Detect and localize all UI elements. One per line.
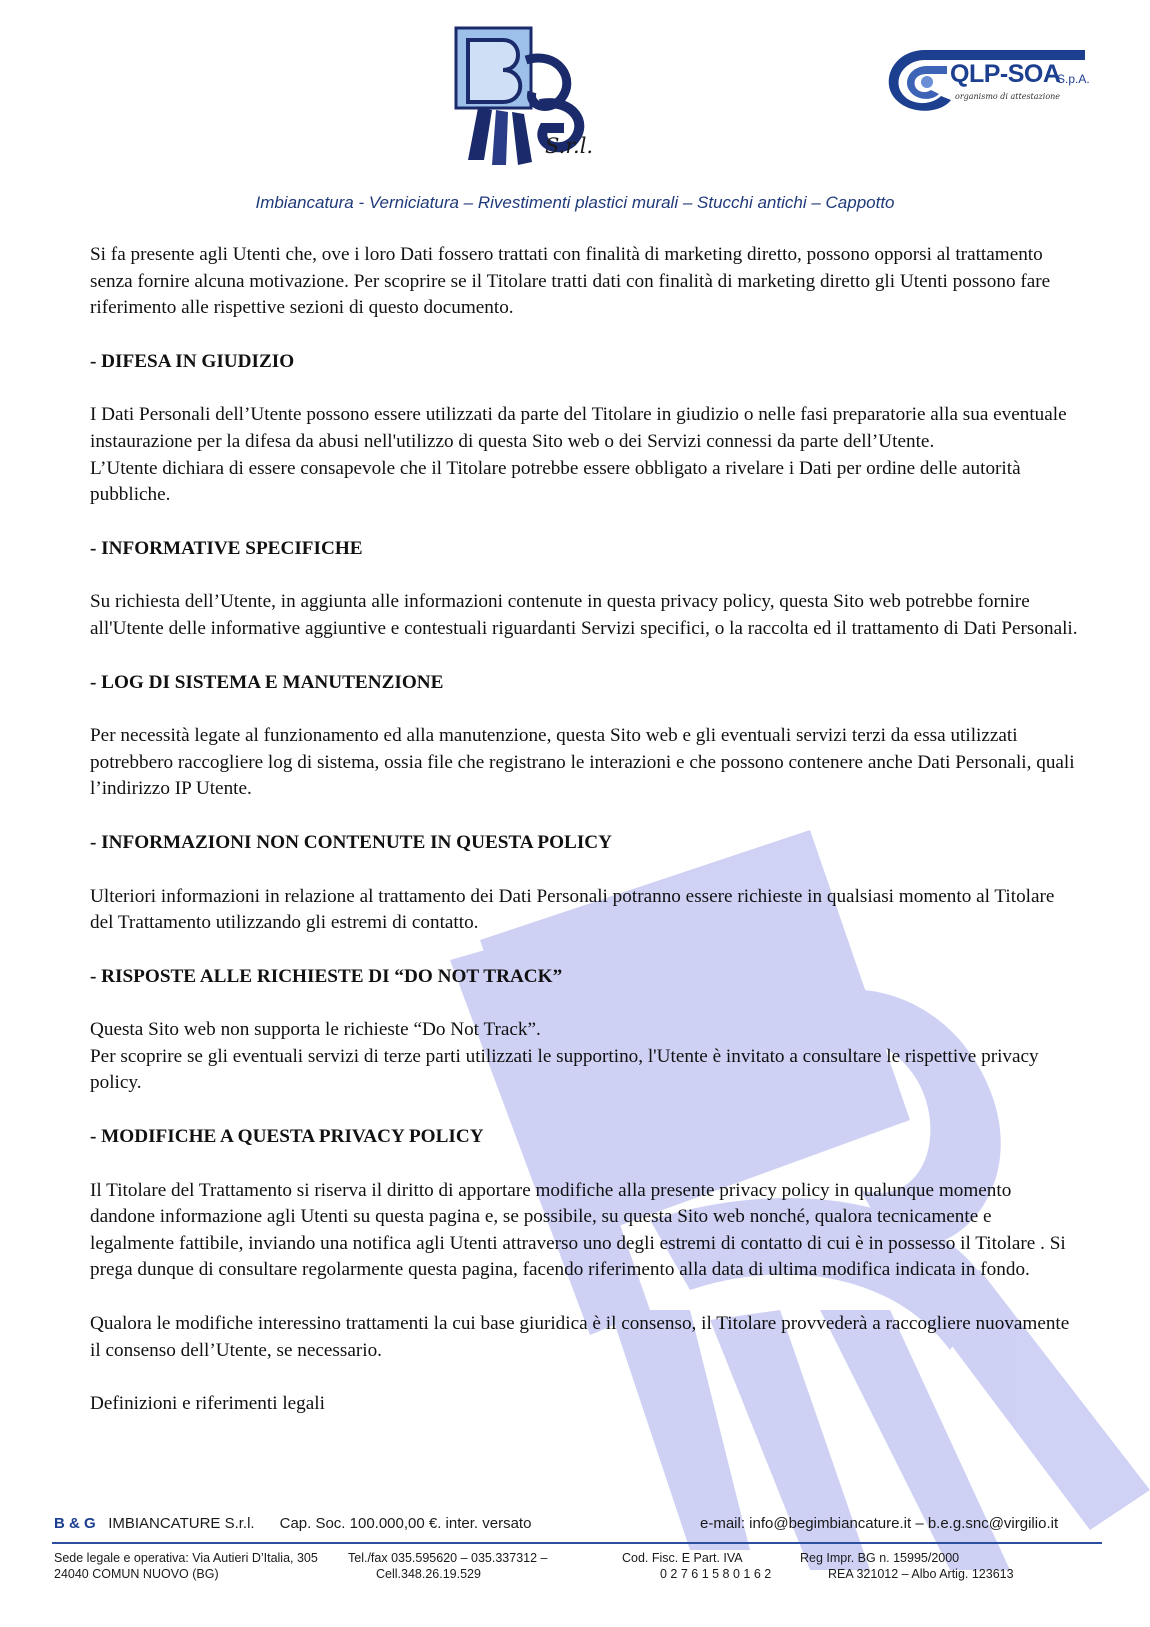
paragraph-line: L’Utente dichiara di essere consapevole che il Titolare potrebbe essere obbligato a rivelare i Dati per ordine delle autorità pubbliche. [90, 457, 1021, 506]
section-title-do-not-track: - RISPOSTE ALLE RICHIESTE DI “DO NOT TRACK” [90, 965, 563, 987]
footer-company-line [54, 1515, 531, 1532]
footer-address-2: 24040 COMUN NUOVO (BG) [54, 1567, 219, 1581]
footer-reg-2: REA 321012 – Albo Artig. 123613 [828, 1567, 1014, 1581]
section-paragraph: Per necessità legate al funzionamento ed alla manutenzione, questa Sito web e gli eventuali servizi terzi da essa utilizzati potrebbero raccogliere log di sistema, ossia file che registrano le interazioni e che possono contenere anche Dati Personali, quali l’indirizzo IP Utente. [90, 725, 1075, 800]
section-title-difesa: - DIFESA IN GIUDIZIO [90, 350, 295, 372]
footer-tax-2: 0 2 7 6 1 5 8 0 1 6 2 [660, 1567, 772, 1581]
section-title-log: - LOG DI SISTEMA E MANUTENZIONE [90, 671, 444, 693]
section-title-informazioni: - INFORMAZIONI NON CONTENUTE IN QUESTA POLICY [90, 831, 613, 853]
footer-address-1: Sede legale e operativa: Via Autieri D’Italia, 305 [54, 1551, 318, 1565]
section-paragraph: Su richiesta dell’Utente, in aggiunta alle informazioni contenute in questa privacy policy, questa Sito web potrebbe fornire all'Utente delle informative aggiuntive e contestuali riguardanti Servizi specifici, o la raccolta ed il trattamento di Dati Personali. [90, 591, 1078, 639]
closing-line: Definizioni e riferimenti legali [90, 1393, 325, 1415]
footer-tax-1: Cod. Fisc. E Part. IVA [622, 1551, 743, 1565]
footer-reg-1: Reg Impr. BG n. 15995/2000 [800, 1551, 960, 1565]
section-paragraph [90, 402, 1080, 508]
logo-suffix: S.r.l. [545, 134, 594, 158]
footer-phone-1: Tel./fax 035.595620 – 035.337312 – [348, 1551, 548, 1565]
section-title-modifiche: - MODIFICHE A QUESTA PRIVACY POLICY [90, 1126, 484, 1148]
section-title-informative: - INFORMATIVE SPECIFICHE [90, 537, 363, 559]
paragraph-line: I Dati Personali dell’Utente possono essere utilizzati da parte del Titolare in giudizio o nelle fasi preparatorie alla sua eventuale instaurazione per la difesa da abusi nell'utilizzo di questa Sito web o dei Servizi connessi da parte dell’Utente. [90, 404, 1067, 452]
paragraph-line: Questa Sito web non supporta le richieste “Do Not Track”. [90, 1019, 541, 1041]
qlp-soa-subtitle: organismo di attestazione [955, 92, 1061, 101]
qlp-soa-name: QLP-SOA [950, 60, 1061, 88]
document-body [90, 242, 1080, 1445]
footer-capital: Cap. Soc. 100.000,00 €. inter. versato [279, 1515, 532, 1532]
footer-phone-2: Cell.348.26.19.529 [376, 1567, 481, 1581]
paragraph-line: Per scoprire se gli eventuali servizi di terze parti utilizzati le supportino, l'Utente è invitato a consultare le rispettive privacy policy. [90, 1045, 1039, 1094]
company-tagline: Imbiancatura - Verniciatura – Rivestimenti plastici murali – Stucchi antichi – Cappotto [255, 193, 895, 212]
intro-paragraph: Si fa presente agli Utenti che, ove i loro Dati fossero trattati con finalità di marketing diretto, possono opporsi al trattamento senza fornire alcuna motivazione. Per scoprire se il Titolare tratti dati con finalità di marketing diretto gli Utenti possono fare riferimento alle rispettive sezioni di questo documento. [90, 244, 1051, 319]
page-header [0, 0, 1150, 220]
qlp-soa-suffix: S.p.A. [1057, 72, 1090, 86]
footer-company-short: B & G [54, 1515, 96, 1532]
section-paragraph [90, 1017, 1080, 1097]
footer-email: e-mail: info@begimbiancature.it – b.e.g.snc@virgilio.it [700, 1515, 1059, 1532]
footer-divider [52, 1542, 1102, 1544]
section-paragraph: Ulteriori informazioni in relazione al trattamento dei Dati Personali potranno essere richieste in qualsiasi momento al Titolare del Trattamento utilizzando gli estremi di contatto. [90, 885, 1055, 934]
footer-company-name: IMBIANCATURE S.r.l. [108, 1515, 255, 1532]
section-paragraph: Qualora le modifiche interessino trattamenti la cui base giuridica è il consenso, il Titolare provvederà a raccogliere nuovamente il consenso dell’Utente, se necessario. [90, 1313, 1070, 1361]
section-paragraph: Il Titolare del Trattamento si riserva il diritto di apportare modifiche alla presente privacy policy in qualunque momento dandone informazione agli Utenti su questa pagina e, se possibile, su questa Sito web nonché, qualora tecnicamente e legalmente fattibile, inviando una notifica agli Utenti attraverso uno degli estremi di contatto di cui è in possesso il Titolare . Si prega dunque di consultare regolarmente questa pagina, facendo riferimento alla data di ultima modifica indicata in fondo. [90, 1179, 1066, 1281]
